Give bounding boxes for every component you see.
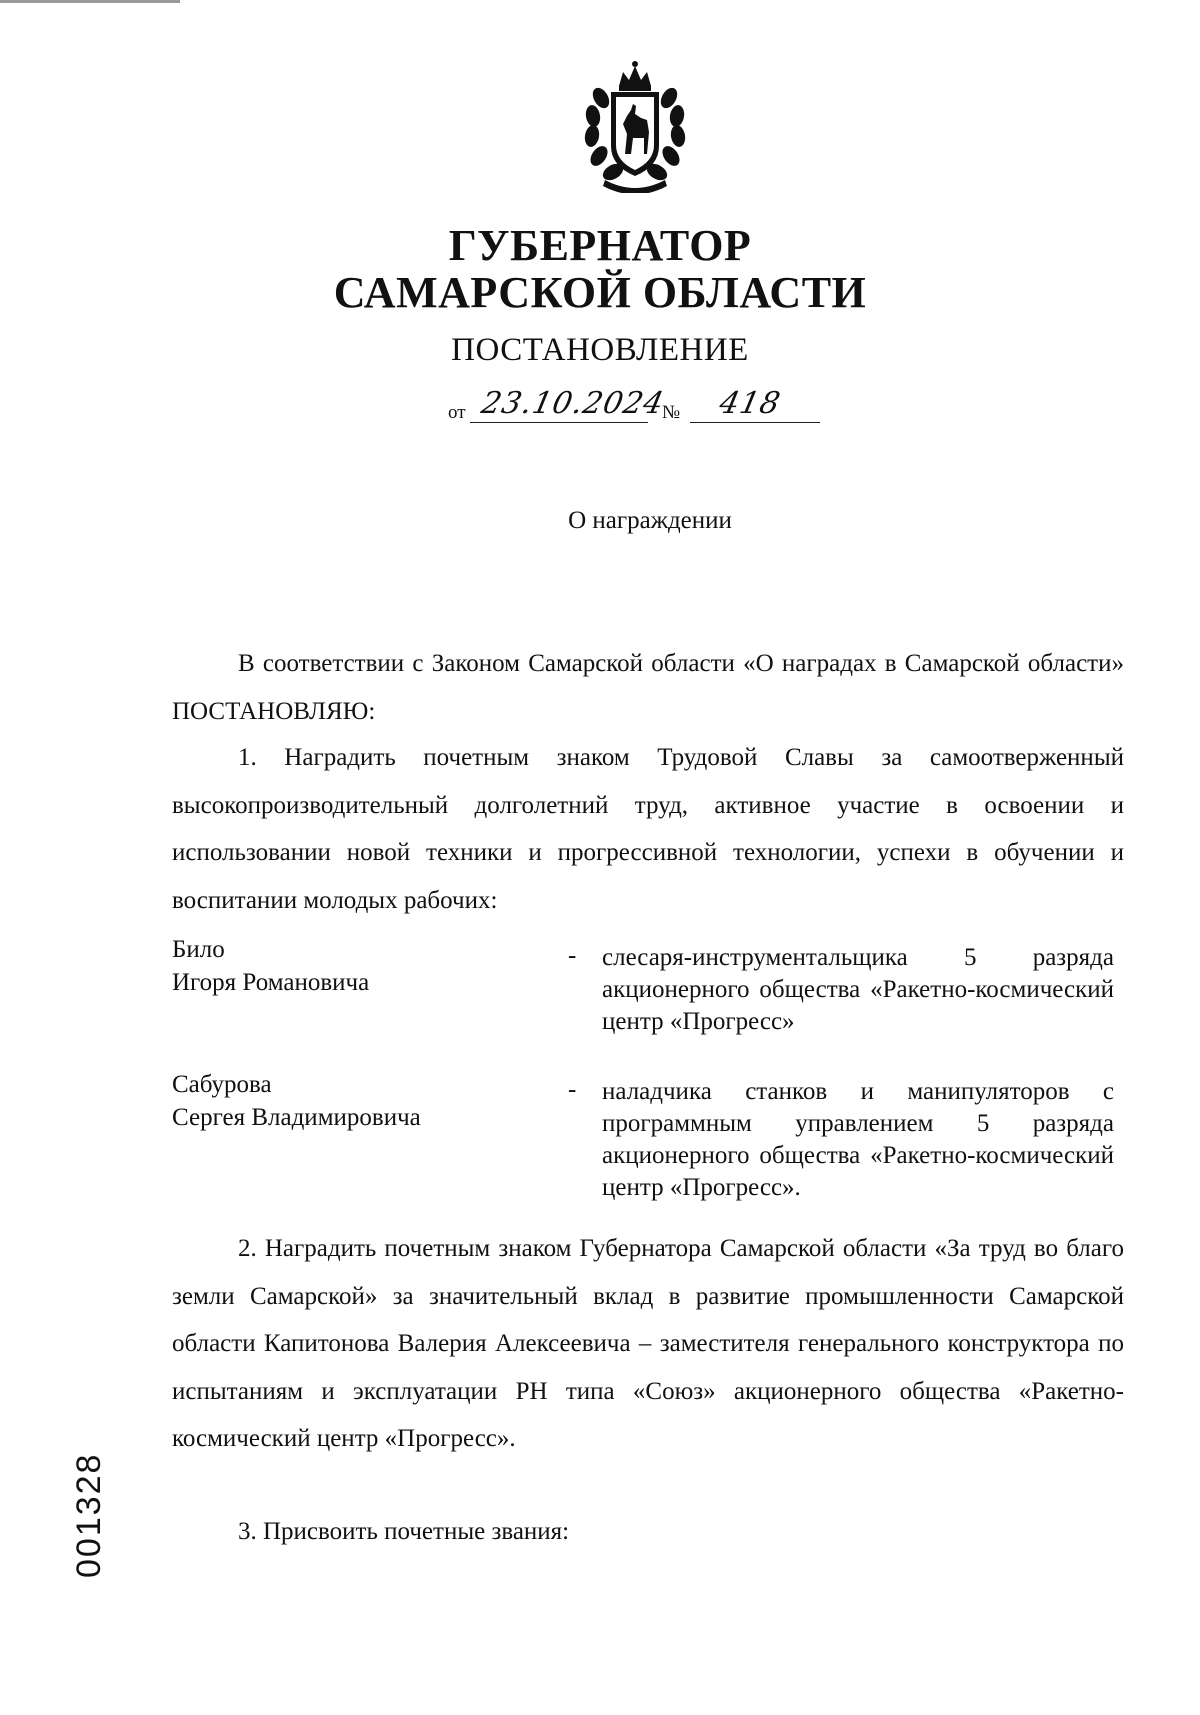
scan-edge-line	[0, 0, 180, 3]
document-type: ПОСТАНОВЛЕНИЕ	[451, 332, 749, 368]
number-underline	[690, 422, 820, 423]
handwritten-date: 23.10.2024	[478, 386, 668, 421]
preamble-paragraph: В соответствии с Законом Самарской области «О наградах в Самарской области» ПОСТАНОВЛЯЮ:	[172, 650, 1124, 725]
awardee-1-given-name: Игоря Романовича	[172, 969, 370, 996]
item-1-paragraph: 1. Наградить почетным знаком Трудовой Славы за самоотверженный высокопроизводительный долголетний труд, активное участие в освоении и использовании новой техники и прогрессивной технологии, успехи в обучении и воспитании молодых рабочих:	[172, 744, 1124, 914]
handwritten-number: 418	[716, 386, 784, 421]
number-prefix: №	[662, 402, 681, 423]
date-underline	[470, 422, 648, 423]
coat-of-arms-emblem	[575, 58, 695, 193]
issuer-title-line1: ГУБЕРНАТОР	[448, 221, 752, 270]
date-number-line	[448, 386, 848, 424]
awardee-2-surname: Сабурова	[172, 1071, 272, 1098]
awardee-1-surname: Било	[172, 936, 225, 963]
issuer-title-line2: САМАРСКОЙ ОБЛАСТИ	[333, 268, 867, 317]
item-2-paragraph: 2. Наградить почетным знаком Губернатора Самарской области «За труд во благо земли Самарской» за значительный вклад в развитие промышленности Самарской области Капитонова Валерия Алексеевича – заместителя генерального конструктора по испытаниям и эксплуатации РН типа «Союз» акционерного общества «Ракетно-космический центр «Прогресс».	[172, 1235, 1124, 1452]
awardee-2-given-name: Сергея Владимировича	[172, 1104, 421, 1131]
margin-serial-stamp: 001328	[70, 1452, 108, 1578]
awardee-2-position: наладчика станков и манипуляторов с программным управлением 5 разряда акционерного общества «Ракетно-космический центр «Прогресс».	[602, 1078, 1114, 1201]
date-prefix: от	[448, 402, 466, 423]
document-subject: О награждении	[568, 507, 732, 534]
awardee-1-position: слесаря-инструментальщика 5 разряда акционерного общества «Ракетно-космический центр «Прогресс»	[602, 944, 1114, 1035]
item-3-paragraph: 3. Присвоить почетные звания:	[238, 1518, 570, 1545]
awardee-2-dash: -	[568, 1076, 577, 1103]
awardee-1-dash: -	[568, 942, 577, 969]
